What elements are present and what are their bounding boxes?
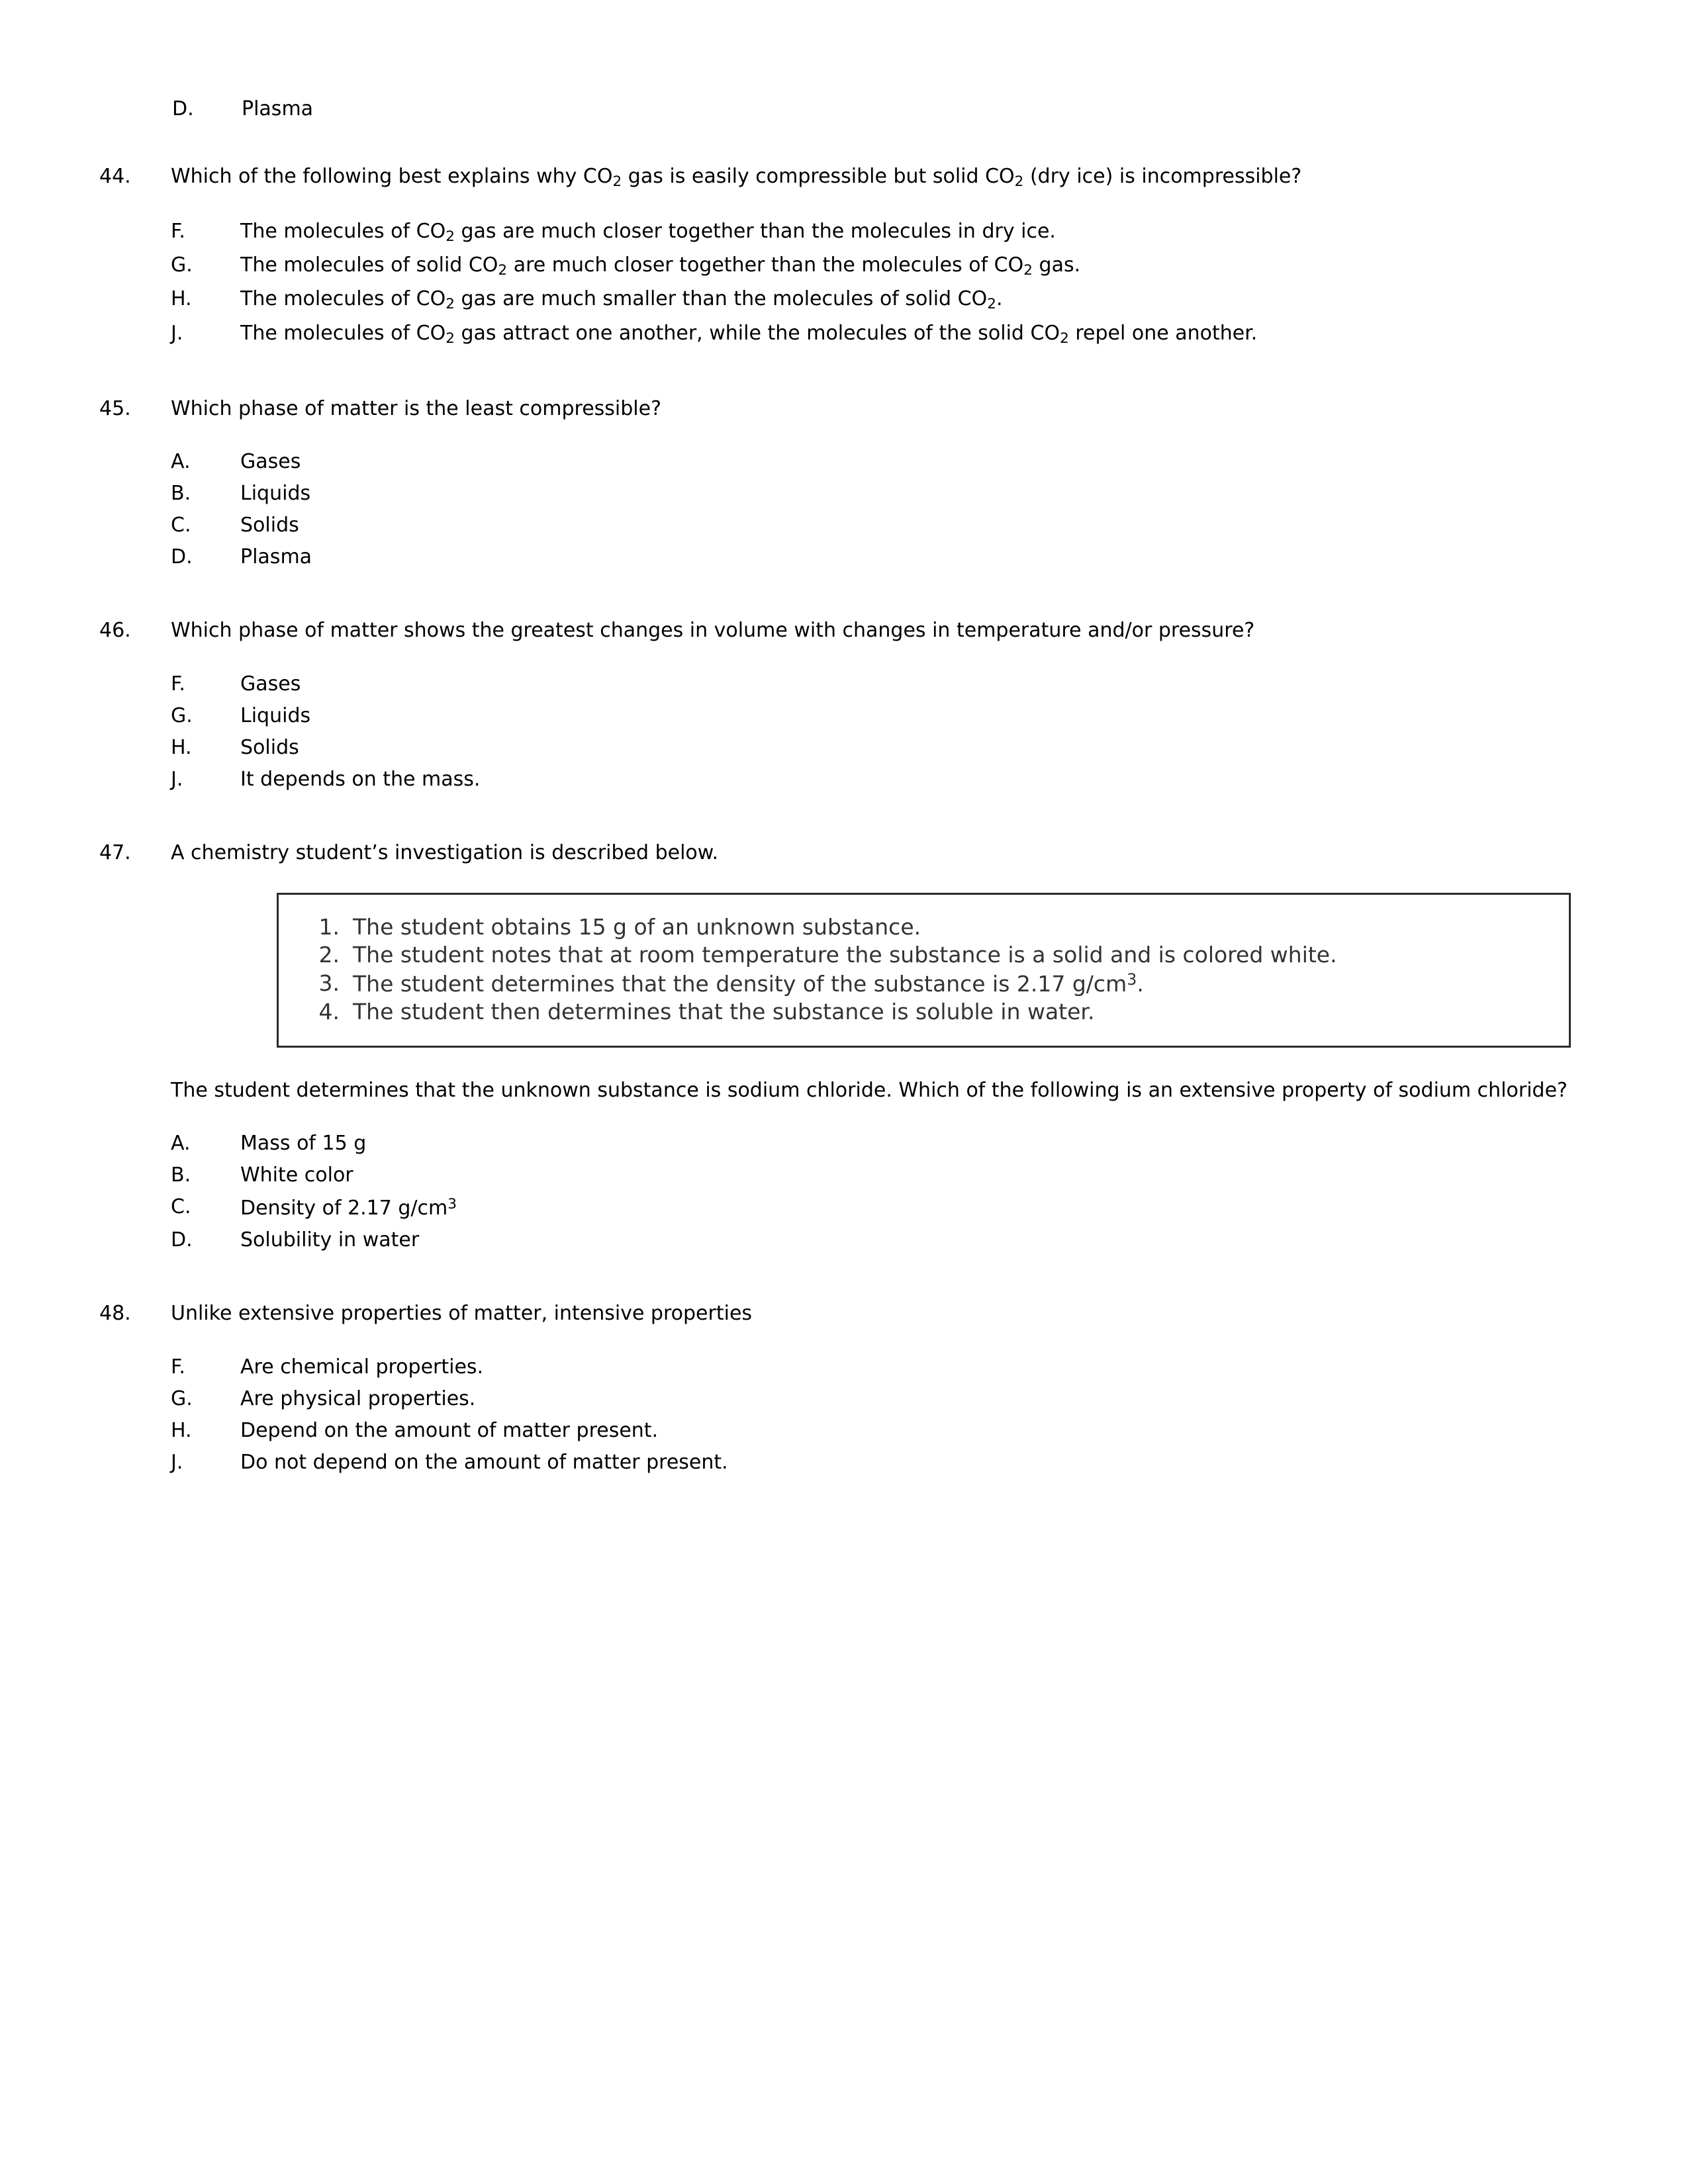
choice-text: Gases: [240, 672, 301, 696]
choice-text: Mass of 15 g: [240, 1132, 367, 1156]
question-number: 46.: [99, 619, 131, 643]
choice-label: H.: [171, 1418, 192, 1442]
answer-choice[interactable]: [171, 1415, 1582, 1447]
choice-text: Density of 2.17 $g/cm^3$: [240, 1196, 457, 1220]
question-stem: Which of the following best explains why $CO_2$ gas is easily compressible but solid $CO_2$ (dry ice) is incompressible?: [171, 165, 1302, 190]
answer-choice[interactable]: [171, 1224, 1582, 1256]
choice-label: G.: [171, 704, 193, 727]
choice-label: C.: [171, 514, 191, 537]
choice-text: White color: [240, 1163, 353, 1187]
answer-choice[interactable]: [171, 510, 1582, 541]
choice-text: Liquids: [240, 482, 311, 506]
choice-text: The molecules of $CO_2$ gas attract one another, while the molecules of the solid $CO_2$ repel one another.: [240, 321, 1258, 347]
choice-label: A.: [171, 1132, 191, 1156]
choice-text: The molecules of $CO_2$ gas are much closer together than the molecules in dry ice.: [240, 219, 1056, 245]
stimulus-step-number: 2.: [318, 942, 340, 968]
answer-choice[interactable]: [171, 700, 1582, 732]
stimulus-step-list: [303, 913, 1545, 1026]
choice-label: J.: [171, 1450, 183, 1474]
choice-list: [171, 1128, 1582, 1256]
answer-choice[interactable]: [171, 1128, 1582, 1160]
answer-choice[interactable]: [171, 764, 1582, 796]
question-number: 47.: [99, 841, 131, 864]
stimulus-step: [303, 941, 1545, 969]
stimulus-step: [303, 998, 1545, 1026]
answer-choice[interactable]: [171, 668, 1582, 700]
choice-text: Do not depend on the amount of matter present.: [240, 1450, 728, 1474]
choice-label: G.: [171, 1387, 193, 1410]
choice-label: J.: [171, 767, 183, 791]
orphan-choice: [172, 99, 1582, 119]
question-item: [99, 617, 1582, 795]
choice-text: Are chemical properties.: [240, 1355, 484, 1379]
choice-text: Solids: [240, 735, 299, 759]
stimulus-step: [303, 970, 1545, 998]
question-body: [171, 1300, 1582, 1478]
stimulus-step-text: The student determines that the density of the substance is 2.17 $g/cm^3$.: [353, 970, 1144, 997]
choice-label: J.: [171, 321, 183, 345]
stimulus-step-text: The student obtains 15 g of an unknown substance.: [353, 914, 921, 940]
choice-label: D.: [171, 545, 193, 569]
question-number: 44.: [99, 165, 131, 188]
answer-choice[interactable]: [171, 216, 1582, 250]
answer-choice[interactable]: [171, 1191, 1582, 1224]
question-stem: Unlike extensive properties of matter, intensive properties: [171, 1302, 753, 1326]
question-stem: Which phase of matter is the least compressible?: [171, 396, 662, 420]
choice-label: A.: [171, 450, 191, 474]
answer-choice[interactable]: [171, 318, 1582, 351]
choice-label: D.: [172, 97, 194, 120]
choice-text: The molecules of $CO_2$ gas are much smaller than the molecules of solid $CO_2$.: [240, 287, 1003, 312]
choice-list: [171, 668, 1582, 796]
choice-text: The molecules of solid $CO_2$ are much closer together than the molecules of $CO_2$ gas.: [240, 253, 1081, 279]
question-list: [99, 163, 1582, 1479]
choice-list: [171, 1351, 1582, 1479]
answer-choice[interactable]: [171, 541, 1582, 573]
answer-choice[interactable]: [171, 1383, 1582, 1415]
question-number: 48.: [99, 1302, 131, 1326]
question-body: [171, 839, 1582, 1257]
choice-label: F.: [171, 1355, 185, 1379]
choice-label: B.: [171, 1163, 191, 1187]
question-item: [99, 163, 1582, 351]
answer-choice[interactable]: [171, 250, 1582, 283]
choice-label: D.: [171, 1228, 193, 1252]
question-stem: A chemistry student’s investigation is described below.: [171, 841, 719, 864]
choice-text: Liquids: [240, 704, 311, 727]
choice-text: Solubility in water: [240, 1228, 420, 1252]
answer-choice[interactable]: [171, 732, 1582, 764]
choice-label: F.: [171, 219, 185, 243]
choice-text: Plasma: [240, 545, 312, 569]
stimulus-step-text: The student then determines that the substance is soluble in water.: [353, 998, 1095, 1024]
choice-list: [171, 446, 1582, 573]
stimulus-step-number: 3.: [318, 970, 340, 996]
question-item: [99, 1300, 1582, 1478]
choice-label: G.: [171, 253, 193, 277]
choice-text: Are physical properties.: [240, 1387, 476, 1410]
question-followup: The student determines that the unknown substance is sodium chloride. Which of the following is an extensive property of sodium chloride?: [171, 1079, 1568, 1102]
choice-label: H.: [171, 735, 192, 759]
stimulus-step: [303, 913, 1545, 941]
answer-choice[interactable]: [171, 1351, 1582, 1383]
stimulus-step-number: 4.: [318, 998, 340, 1024]
choice-label: B.: [171, 482, 191, 506]
question-body: [171, 617, 1582, 795]
question-body: [171, 395, 1582, 573]
question-number: 45.: [99, 396, 131, 420]
answer-choice[interactable]: [171, 1447, 1582, 1479]
choice-list: [171, 216, 1582, 351]
answer-choice[interactable]: [171, 446, 1582, 478]
stimulus-step-number: 1.: [318, 914, 340, 940]
choice-label: F.: [171, 672, 185, 696]
question-stem: Which phase of matter shows the greatest changes in volume with changes in temperature and/or pressure?: [171, 619, 1255, 643]
choice-text: Depend on the amount of matter present.: [240, 1418, 659, 1442]
stimulus-box: [277, 893, 1571, 1048]
answer-choice[interactable]: [171, 1160, 1582, 1191]
question-item: [99, 395, 1582, 573]
choice-text: Solids: [240, 514, 299, 537]
question-body: [171, 163, 1582, 351]
choice-label: H.: [171, 287, 192, 311]
answer-choice[interactable]: [171, 283, 1582, 317]
choice-label: C.: [171, 1195, 191, 1219]
choice-text: Gases: [240, 450, 301, 474]
question-item: [99, 839, 1582, 1257]
choice-text: Plasma: [242, 97, 314, 120]
choice-text: It depends on the mass.: [240, 767, 481, 791]
answer-choice[interactable]: [171, 478, 1582, 510]
stimulus-step-text: The student notes that at room temperature the substance is a solid and is colored white.: [353, 942, 1337, 968]
